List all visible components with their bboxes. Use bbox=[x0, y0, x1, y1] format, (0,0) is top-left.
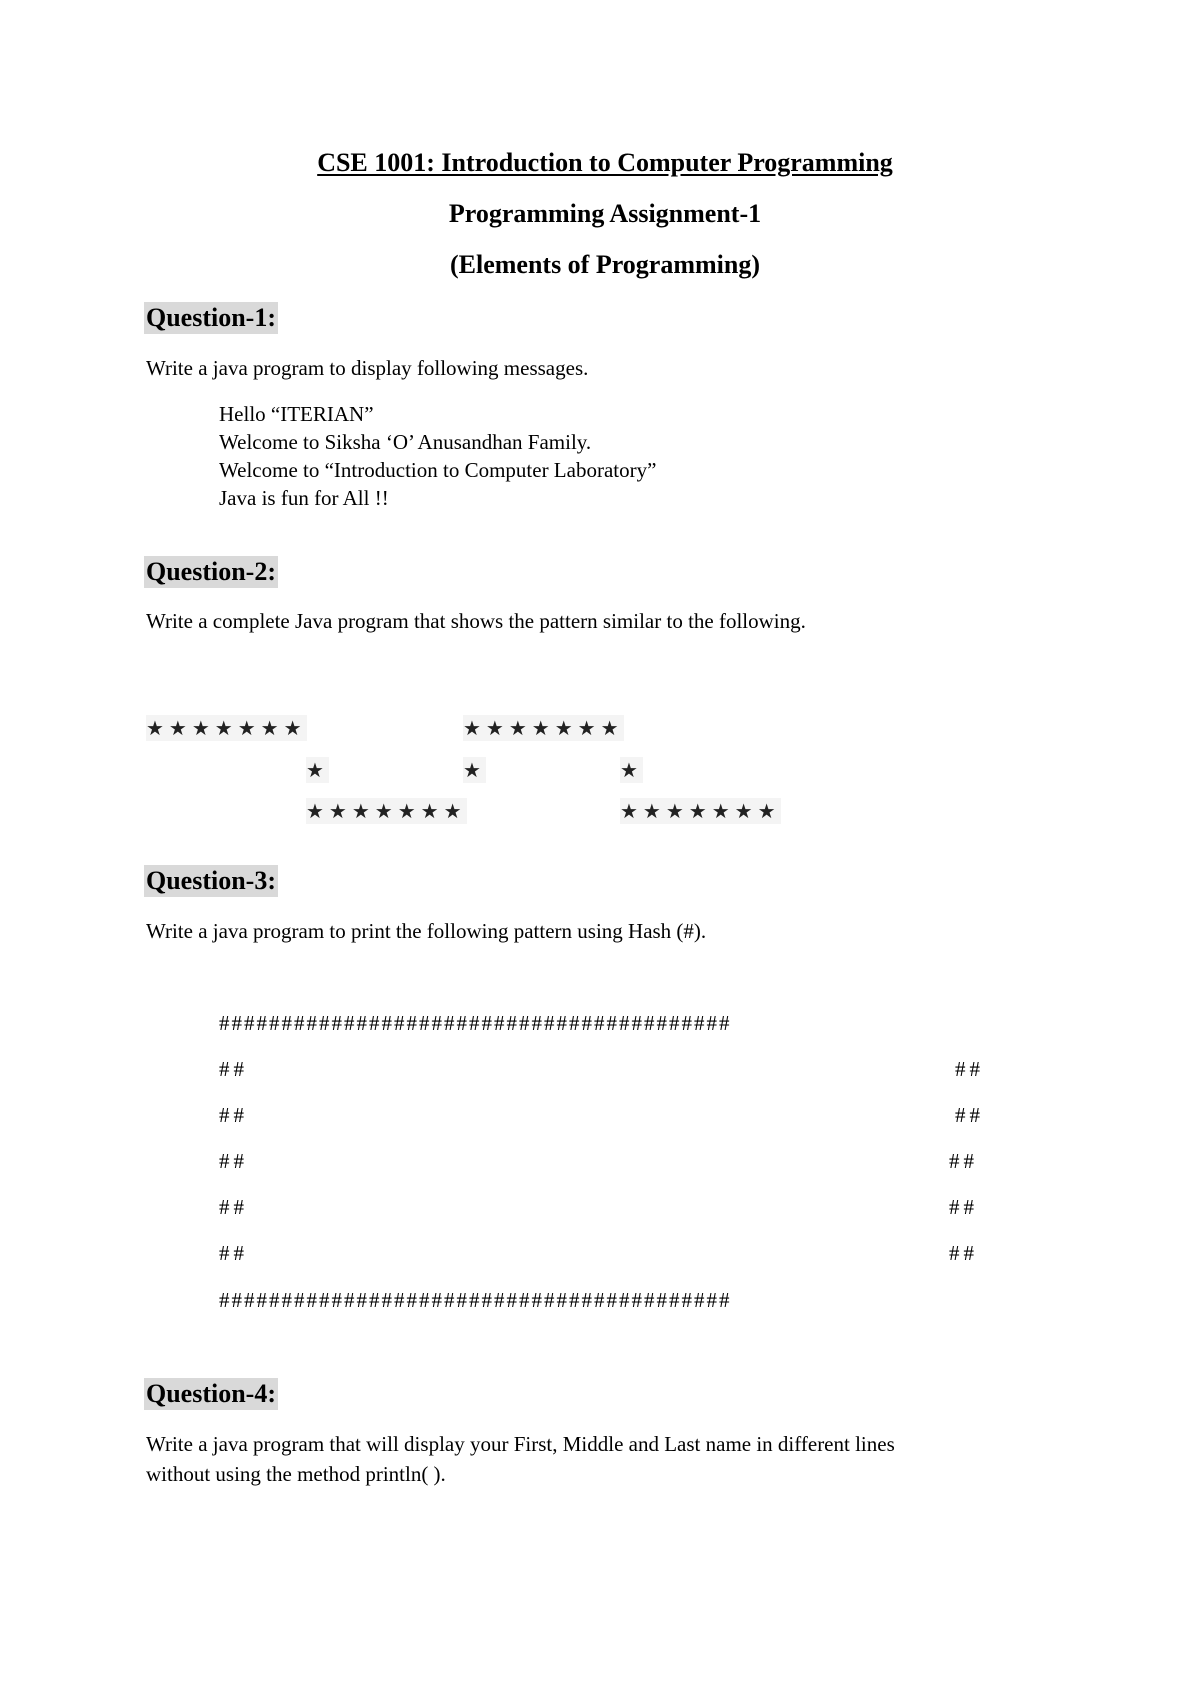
message-line: Welcome to “Introduction to Computer Laboratory” bbox=[219, 458, 657, 482]
hash-pattern-top: ######################################### bbox=[219, 1011, 732, 1035]
star-pattern-cell: ★ bbox=[306, 758, 329, 782]
star-pattern-row: ★★★★★★★ bbox=[620, 799, 781, 823]
star-pattern-row: ★★★★★★★ bbox=[463, 716, 624, 740]
hash-pattern-side: ## bbox=[219, 1195, 248, 1219]
message-line: Java is fun for All !! bbox=[219, 486, 389, 510]
message-line: Welcome to Siksha ‘O’ Anusandhan Family. bbox=[219, 430, 592, 454]
hash-pattern-side: ## bbox=[955, 1057, 984, 1081]
question-3-heading: Question-3: bbox=[146, 866, 276, 895]
hash-pattern-side: ## bbox=[219, 1057, 248, 1081]
question-4-text: Write a java program that will display your First, Middle and Last name in different lines bbox=[146, 1432, 895, 1456]
question-2-heading: Question-2: bbox=[146, 557, 276, 586]
hash-pattern-side: ## bbox=[949, 1149, 978, 1173]
hash-pattern-side: ## bbox=[949, 1241, 978, 1265]
question-4-text: without using the method println( ). bbox=[146, 1462, 446, 1486]
message-line: Hello “ITERIAN” bbox=[219, 402, 374, 426]
hash-pattern-side: ## bbox=[219, 1103, 248, 1127]
hash-pattern-side: ## bbox=[219, 1149, 248, 1173]
assignment-subtitle: (Elements of Programming) bbox=[449, 250, 760, 279]
hash-pattern-side: ## bbox=[949, 1195, 978, 1219]
hash-pattern-side: ## bbox=[219, 1241, 248, 1265]
question-2-text: Write a complete Java program that shows the pattern similar to the following. bbox=[146, 609, 806, 633]
assignment-title: Programming Assignment-1 bbox=[448, 199, 762, 228]
hash-pattern-bottom: ######################################### bbox=[219, 1288, 732, 1312]
question-4-heading: Question-4: bbox=[146, 1379, 276, 1408]
star-pattern-row: ★★★★★★★ bbox=[306, 799, 467, 823]
question-1-heading: Question-1: bbox=[146, 303, 276, 332]
star-pattern-row: ★★★★★★★ bbox=[146, 716, 307, 740]
star-pattern-cell: ★ bbox=[463, 758, 486, 782]
course-title: CSE 1001: Introduction to Computer Programming bbox=[317, 148, 893, 177]
star-pattern-cell: ★ bbox=[620, 758, 643, 782]
question-1-text: Write a java program to display following messages. bbox=[146, 356, 589, 380]
question-3-text: Write a java program to print the following pattern using Hash (#). bbox=[146, 919, 707, 943]
hash-pattern-side: ## bbox=[955, 1103, 984, 1127]
